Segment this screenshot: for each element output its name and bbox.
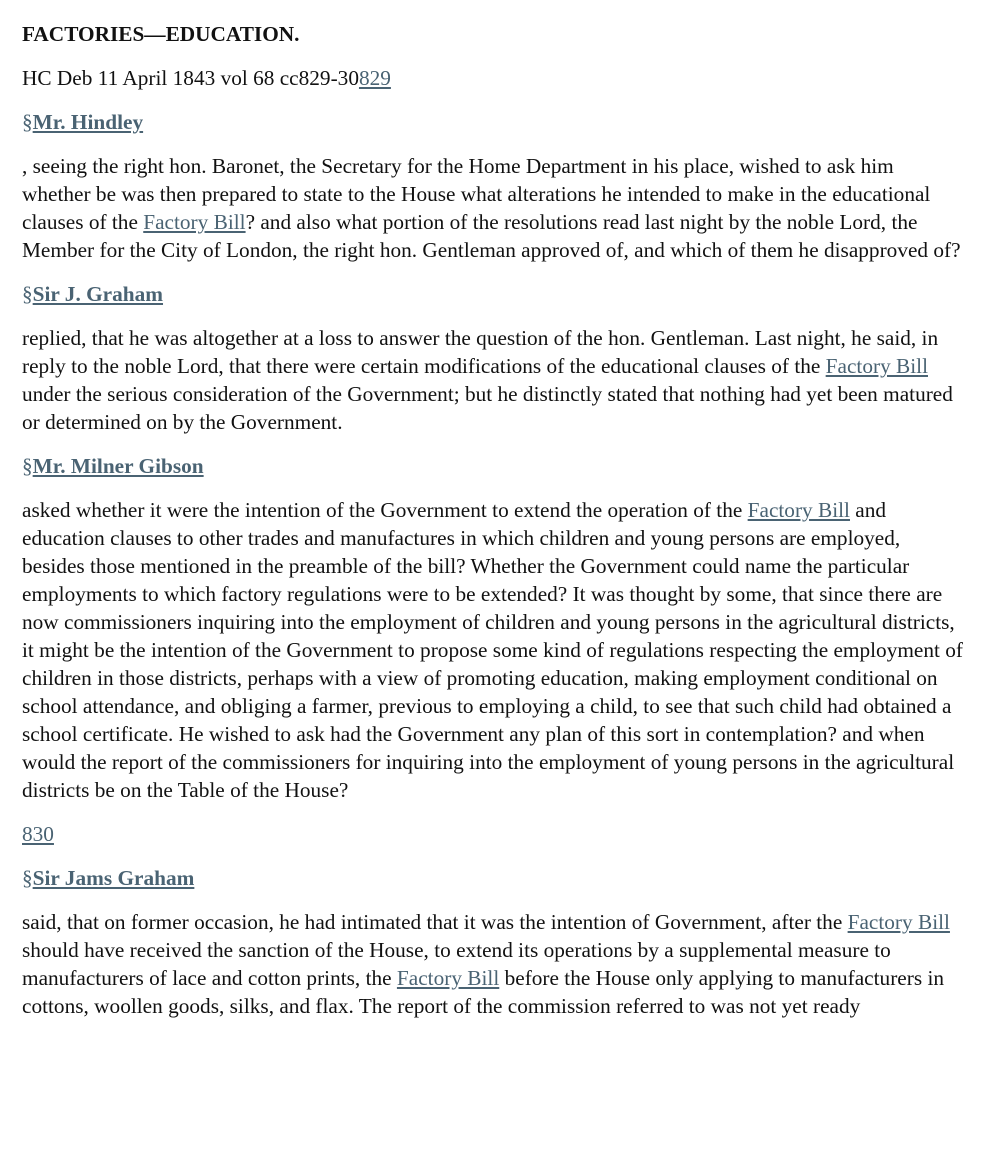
column-link-830[interactable]: 830 <box>22 822 54 846</box>
speaker-heading <box>22 108 966 136</box>
column-break <box>22 820 966 848</box>
speaker-link-graham[interactable]: Sir J. Graham <box>32 282 164 306</box>
speech-paragraph <box>22 908 966 1020</box>
speech-paragraph <box>22 496 966 804</box>
factory-bill-link[interactable]: Factory Bill <box>847 910 950 934</box>
speech-text: ? and also what portion of the resolutions read last night by the noble Lord, the Member for the City of London, the right hon. Gentleman approved of, and which of them he disapproved of? <box>22 210 961 262</box>
speaker-link-milner-gibson[interactable]: Mr. Milner Gibson <box>32 454 204 478</box>
section-mark: § <box>22 110 33 134</box>
debate-citation: HC Deb 11 April 1843 vol 68 cc829-30 <box>22 66 359 90</box>
speaker-heading <box>22 452 966 480</box>
speech-paragraph <box>22 152 966 264</box>
speech-text: , seeing the right hon. Baronet, the Secretary for the Home Department in his place, wished to ask him whether be was then prepared to state to the House what alterations he intended to make in the educational clauses of the <box>22 154 931 234</box>
factory-bill-link[interactable]: Factory Bill <box>825 354 928 378</box>
speaker-link-hindley[interactable]: Mr. Hindley <box>32 110 144 134</box>
factory-bill-link[interactable]: Factory Bill <box>396 966 500 990</box>
speech-text: under the serious consideration of the Government; but he distinctly stated that nothing had yet been matured or determined on by the Government. <box>22 382 953 434</box>
speech-text: before the House only applying to manufacturers in cottons, woollen goods, silks, and flax. The report of the commission referred to was not yet ready <box>22 966 945 1018</box>
factory-bill-link[interactable]: Factory Bill <box>747 498 850 522</box>
speech-text: and education clauses to other trades and manufactures in which children and young persons are employed, besides those mentioned in the preamble of the bill? Whether the Government could name the particular employments to which factory regulations were to be extended? It was thought by some, that since there are now commissioners inquiring into the employment of children and young persons in the agricultural districts, it might be the intention of the Government to propose some kind of regulations respecting the employment of children in those districts, perhaps with a view of promoting education, making employment conditional on school attendance, and obliging a farmer, previous to employing a child, to see that such child had obtained a school certificate. He wished to ask had the Government any plan of this sort in contemplation? and when would the report of the commissioners for inquiring into the employment of young persons in the agricultural districts be on the Table of the House? <box>22 498 964 802</box>
page-title: FACTORIES—EDUCATION. <box>22 22 300 46</box>
speech-text: asked whether it were the intention of the Government to extend the operation of the <box>22 498 748 522</box>
speaker-heading <box>22 280 966 308</box>
section-mark: § <box>22 454 33 478</box>
speaker-link-jams-graham[interactable]: Sir Jams Graham <box>32 866 195 890</box>
speech-text: should have received the sanction of the House, to extend its operations by a supplemental measure to manufacturers of lace and cotton prints, the <box>22 938 891 990</box>
speech-text: replied, that he was altogether at a loss to answer the question of the hon. Gentleman. Last night, he said, in reply to the noble Lord, that there were certain modifications of the educational clauses of the <box>22 326 939 378</box>
debate-reference <box>22 64 966 92</box>
speech-text: said, that on former occasion, he had intimated that it was the intention of Government, after the <box>22 910 848 934</box>
section-mark: § <box>22 282 33 306</box>
factory-bill-link[interactable]: Factory Bill <box>143 210 246 234</box>
speaker-heading <box>22 864 966 892</box>
speech-paragraph <box>22 324 966 436</box>
column-link-829[interactable]: 829 <box>358 66 391 90</box>
section-mark: § <box>22 866 33 890</box>
